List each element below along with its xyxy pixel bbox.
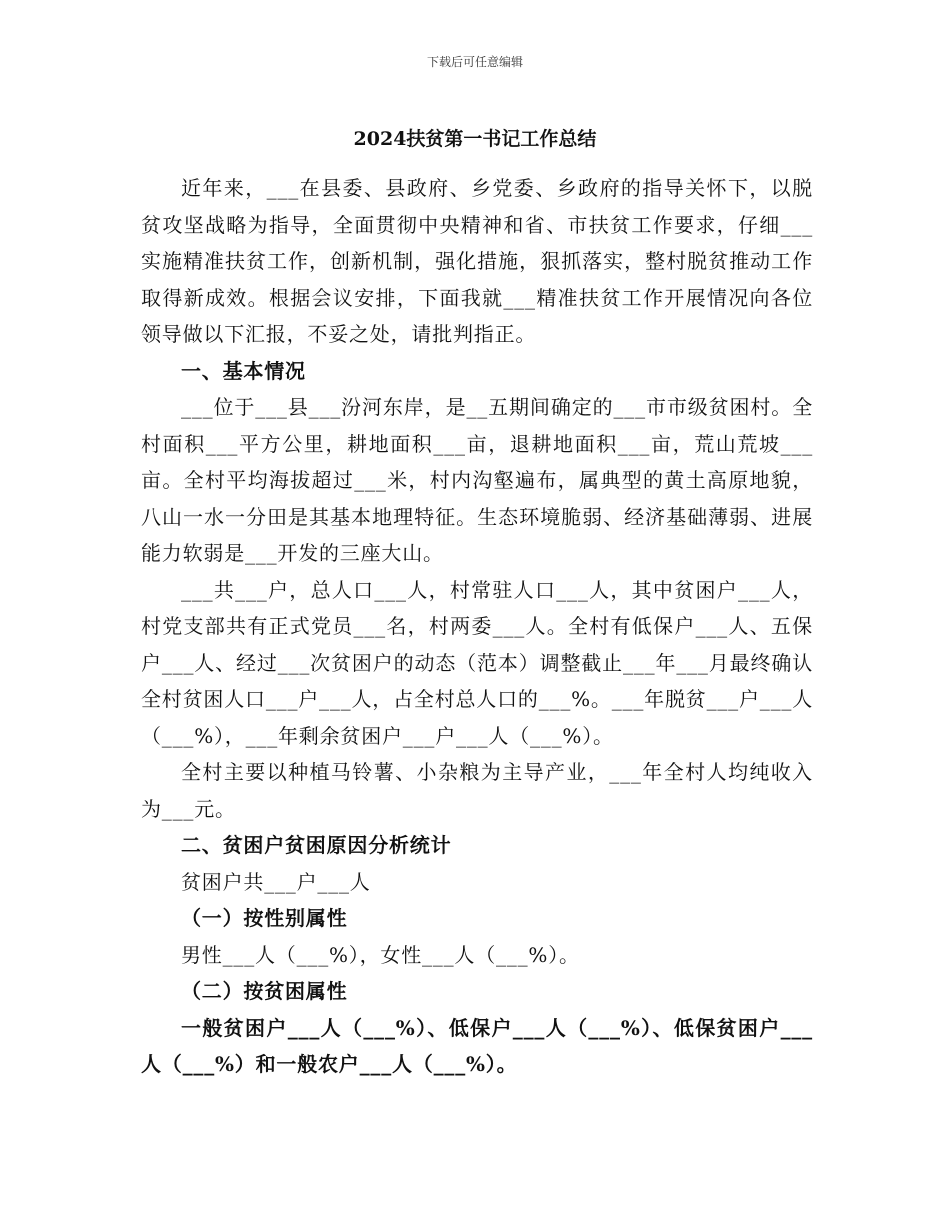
section-heading-poverty-analysis: 二、贫困户贫困原因分析统计 [181,833,452,857]
gender-paragraph: 男性___人（___%），女性___人（___%）。 [181,942,580,967]
header-note: 下载后可任意编辑 [426,55,523,69]
industry-paragraph: 全村主要以种植马铃薯、小杂粮为主导产业，___年全村人均纯收入为___元。 [141,760,813,821]
population-paragraph: ___共___户，总人口___人，村常驻人口___人，其中贫困户___人，村党支部共有正式党员___名，村两委___人。全村有低保户___人、五保户___人、经过___次贫困户的动态（范本）调整截止___年___月最终确认全村贫困人口___户___人，占全村总人口的___%。___年脱贫___户___人（___%），___年剩余贫困户___户___人（___%）。 [141,577,813,748]
poor-households-total: 贫困户共___户___人 [181,869,371,894]
subheading-by-gender: （一）按性别属性 [181,906,348,930]
document-body [141,170,813,1083]
intro-paragraph: 近年来，___在县委、县政府、乡党委、乡政府的指导关怀下，以脱贫攻坚战略为指导，全面贯彻中央精神和省、市扶贫工作要求，仔细___实施精准扶贫工作，创新机制，强化措施，狠抓落实，整村脱贫推动工作取得新成效。根据会议安排，下面我就___精准扶贫工作开展情况向各位领导做以下汇报，不妥之处，请批判指正。 [141,176,813,346]
section-heading-basic-situation: 一、基本情况 [181,358,306,383]
subheading-by-poverty-type: （二）按贫困属性 [181,979,348,1003]
location-paragraph: ___位于___县___汾河东岸，是__五期间确定的___市市级贫困村。全村面积___平方公里，耕地面积___亩，退耕地面积___亩，荒山荒坡___亩。全村平均海拔超过___米，村内沟壑遍布，属典型的黄土高原地貌，八山一水一分田是其基本地理特征。生态环境脆弱、经济基础薄弱、进展能力软弱是___开发的三座大山。 [141,395,813,565]
poverty-type-paragraph: 一般贫困户___人（___%）、低保户___人（___%）、低保贫困户___人（___%）和一般农户___人（___%）。 [141,1015,813,1076]
page-title: 2024扶贫第一书记工作总结 [353,128,597,150]
